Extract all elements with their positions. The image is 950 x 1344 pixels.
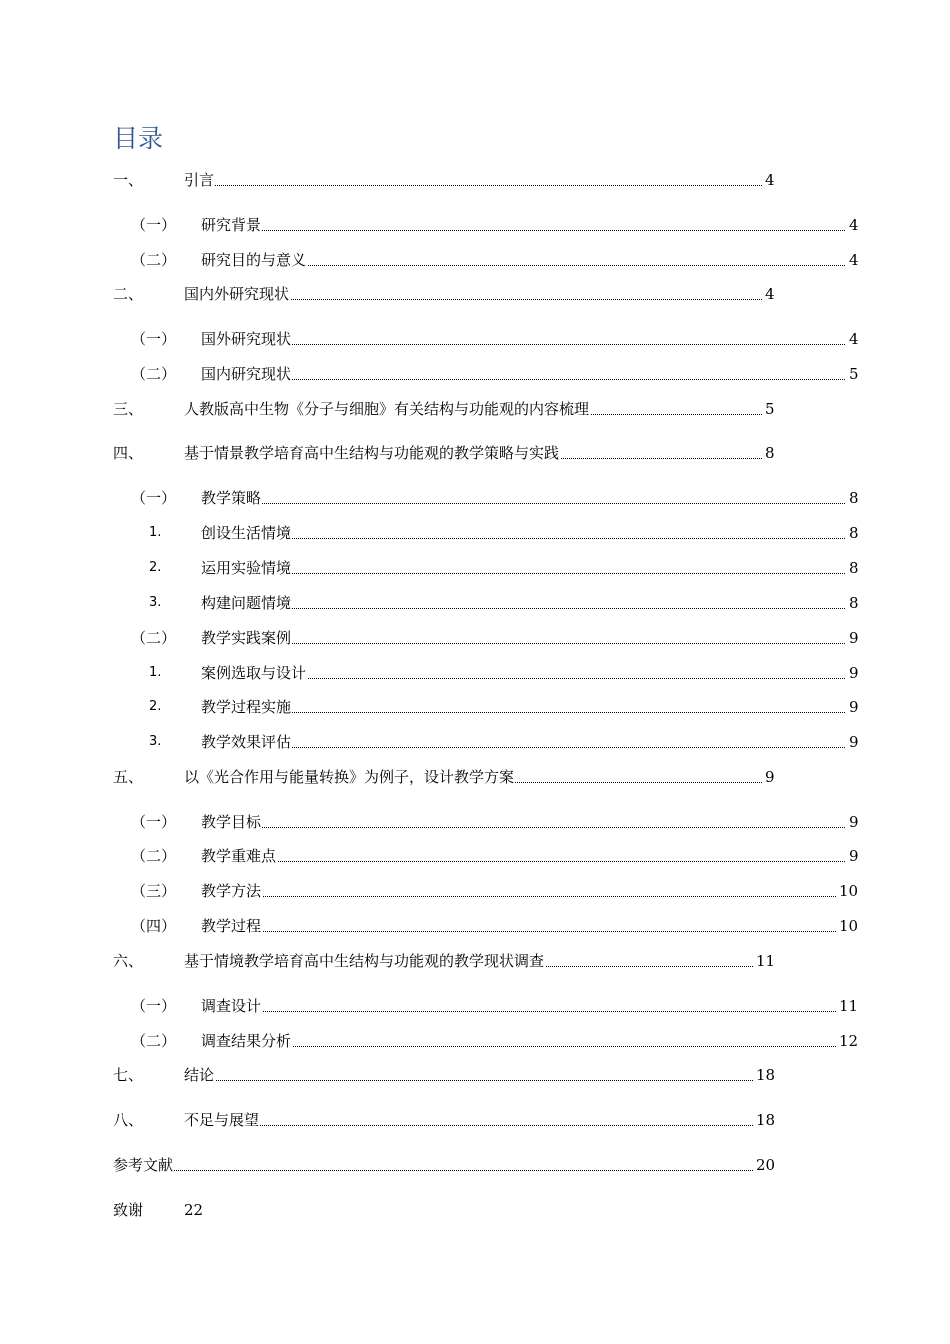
toc-page: 10 (839, 917, 859, 935)
toc-label[interactable]: 基于情境教学培育高中生结构与功能观的教学现状调查 (184, 952, 545, 970)
toc-label[interactable]: 研究背景 (201, 216, 262, 234)
toc-label[interactable]: 引言 (184, 171, 215, 189)
toc-page: 9 (849, 664, 859, 682)
toc-label[interactable]: 基于情景教学培育高中生结构与功能观的教学策略与实践 (184, 444, 560, 462)
toc-number: （二） (131, 1032, 177, 1050)
toc-number: 1. (149, 665, 162, 680)
toc-label[interactable]: 国外研究现状 (201, 330, 292, 348)
toc-leader (201, 214, 845, 236)
toc-page: 20 (756, 1156, 776, 1174)
toc-page: 4 (849, 251, 859, 269)
toc-page: 9 (849, 698, 859, 716)
toc-page: 8 (849, 594, 859, 612)
toc-page: 12 (839, 1032, 859, 1050)
toc-number: （一） (131, 489, 177, 507)
toc-page: 8 (849, 559, 859, 577)
toc-number: （二） (131, 847, 177, 865)
toc-leader (201, 363, 845, 385)
toc-leader (201, 811, 845, 833)
toc-page: 4 (765, 285, 775, 303)
toc-label[interactable]: 结论 (184, 1066, 215, 1084)
toc-page: 9 (849, 733, 859, 751)
toc-number: 八、 (113, 1111, 144, 1129)
toc-page: 4 (849, 330, 859, 348)
toc-number: 六、 (113, 952, 144, 970)
toc-label[interactable]: 运用实验情境 (201, 559, 292, 577)
toc-label[interactable]: 教学效果评估 (201, 733, 292, 751)
toc-page: 5 (849, 365, 859, 383)
toc-label[interactable]: 教学过程实施 (201, 698, 292, 716)
toc-number: （二） (131, 365, 177, 383)
toc-page: 9 (849, 629, 859, 647)
toc-number: 四、 (113, 444, 144, 462)
toc-page: 18 (756, 1066, 776, 1084)
toc-label[interactable]: 参考文献 (113, 1156, 174, 1174)
toc-label[interactable]: 教学策略 (201, 489, 262, 507)
toc-page: 5 (765, 400, 775, 418)
toc-label[interactable]: 构建问题情境 (201, 594, 292, 612)
toc-number: 二、 (113, 285, 144, 303)
toc-page: 22 (184, 1201, 204, 1219)
toc-label[interactable]: 教学重难点 (201, 847, 277, 865)
toc-leader (201, 557, 845, 579)
toc-label[interactable]: 不足与展望 (184, 1111, 260, 1129)
toc-page: 8 (765, 444, 775, 462)
toc-leader (201, 627, 845, 649)
toc-leader (201, 995, 836, 1017)
toc-label[interactable]: 案例选取与设计 (201, 664, 307, 682)
toc-number: 2. (149, 560, 162, 575)
toc-leader (113, 1154, 753, 1176)
toc-page: 4 (849, 216, 859, 234)
toc-number: 三、 (113, 400, 144, 418)
toc-page: 9 (849, 813, 859, 831)
toc-number: （一） (131, 997, 177, 1015)
toc-page: 10 (839, 882, 859, 900)
toc-label[interactable]: 教学方法 (201, 882, 262, 900)
toc-page: 8 (849, 489, 859, 507)
toc-page: 9 (849, 847, 859, 865)
toc-number: （一） (131, 813, 177, 831)
toc-number: 1. (149, 525, 162, 540)
toc-leader (201, 915, 836, 937)
toc-label[interactable]: 教学目标 (201, 813, 262, 831)
toc-number: （四） (131, 917, 177, 935)
toc-leader (184, 169, 762, 191)
toc-label[interactable]: 国内研究现状 (201, 365, 292, 383)
toc-number: （三） (131, 882, 177, 900)
toc-leader (201, 1030, 836, 1052)
toc-leader (201, 696, 845, 718)
toc-page: 9 (765, 768, 775, 786)
toc-page: 4 (765, 171, 775, 189)
toc-label[interactable]: 教学过程 (201, 917, 262, 935)
toc-leader (201, 592, 845, 614)
page-title: 目录 (113, 124, 164, 153)
toc-number: （一） (131, 216, 177, 234)
toc-number: 五、 (113, 768, 144, 786)
toc-number: 3. (149, 734, 162, 749)
toc-leader (201, 328, 845, 350)
toc-label[interactable]: 人教版高中生物《分子与细胞》有关结构与功能观的内容梳理 (184, 400, 590, 418)
toc-number: （二） (131, 629, 177, 647)
toc-number: 七、 (113, 1066, 144, 1084)
toc-number: （一） (131, 330, 177, 348)
toc-leader (201, 731, 845, 753)
toc-label[interactable]: 创设生活情境 (201, 524, 292, 542)
toc-label[interactable]: 教学实践案例 (201, 629, 292, 647)
toc-leader (184, 1064, 753, 1086)
toc-label[interactable]: 以《光合作用与能量转换》为例子，设计教学方案 (184, 768, 515, 786)
toc-leader (201, 845, 845, 867)
toc-page: 11 (839, 997, 859, 1015)
toc-number: 一、 (113, 171, 144, 189)
toc-page: 18 (756, 1111, 776, 1129)
toc-page: 11 (756, 952, 776, 970)
toc-leader (201, 522, 845, 544)
toc-label[interactable]: 研究目的与意义 (201, 251, 307, 269)
toc-leader (184, 1109, 753, 1131)
toc-label[interactable]: 致谢 (113, 1201, 144, 1219)
toc-page: 8 (849, 524, 859, 542)
toc-number: （二） (131, 251, 177, 269)
toc-leader (201, 880, 836, 902)
toc-label[interactable]: 国内外研究现状 (184, 285, 290, 303)
toc-number: 3. (149, 595, 162, 610)
toc-number: 2. (149, 699, 162, 714)
toc-label[interactable]: 调查结果分析 (201, 1032, 292, 1050)
toc-label[interactable]: 调查设计 (201, 997, 262, 1015)
toc-leader (201, 487, 845, 509)
